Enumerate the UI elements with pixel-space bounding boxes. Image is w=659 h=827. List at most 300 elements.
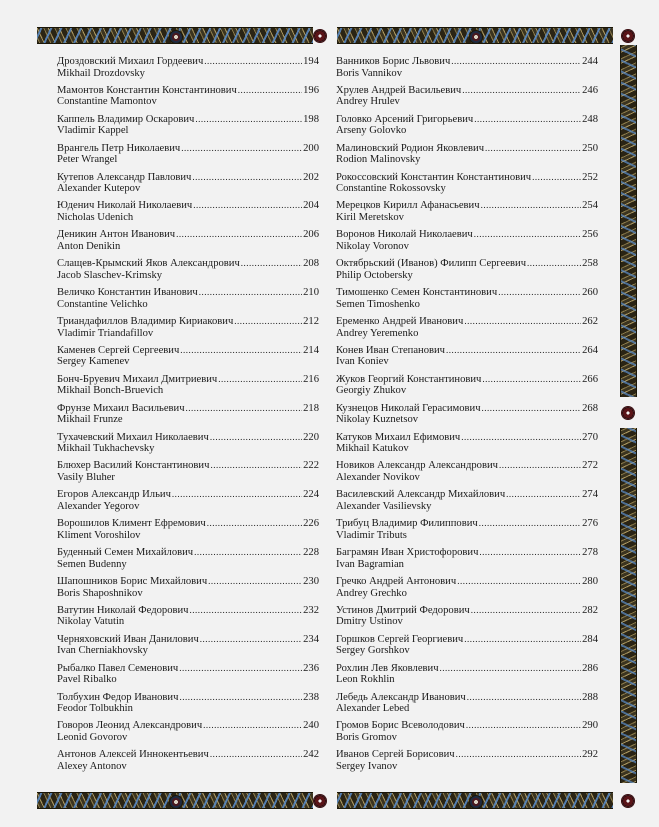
russian-name: Деникин Антон Иванович: [57, 229, 176, 241]
toc-entry[interactable]: [336, 489, 598, 518]
dot-leader: [451, 56, 581, 68]
toc-entry-russian-line: [336, 576, 598, 588]
toc-entry-russian-line: [336, 345, 598, 357]
page-number: 264: [582, 344, 598, 356]
dot-leader: [195, 114, 302, 126]
dot-leader: [446, 345, 581, 357]
toc-entry[interactable]: [57, 200, 319, 229]
page-number: 244: [582, 56, 598, 67]
russian-name: Рыбалко Павел Семенович: [57, 662, 179, 674]
toc-entry-russian-line: [57, 605, 319, 617]
toc-entry-russian-line: [336, 403, 598, 415]
toc-entry[interactable]: [57, 576, 319, 605]
page-number: 278: [582, 547, 598, 559]
dot-leader: [241, 258, 302, 270]
toc-entry-russian-line: [336, 316, 598, 328]
dot-leader: [238, 85, 302, 97]
toc-entry[interactable]: [336, 403, 598, 432]
toc-entry-russian-line: [57, 576, 319, 588]
english-name: Vladimir Triandafillov: [57, 327, 154, 339]
toc-entry-russian-line: [336, 720, 598, 732]
right-border-band-upper: [620, 45, 637, 397]
dot-leader: [498, 287, 581, 299]
dot-leader: [210, 432, 302, 444]
russian-name: Говоров Леонид Александрович: [57, 720, 203, 732]
toc-entry[interactable]: [336, 172, 598, 201]
dot-leader: [499, 460, 581, 472]
russian-name: Хрулев Андрей Васильевич: [336, 84, 462, 96]
dot-leader: [193, 200, 302, 212]
russian-name: Антонов Алексей Иннокентьевич: [57, 749, 209, 761]
english-name: Nicholas Udenich: [57, 211, 134, 223]
page-number: 198: [303, 113, 319, 125]
medallion-icon: [169, 30, 183, 44]
russian-name: Блюхер Василий Константинович: [57, 460, 210, 472]
dot-leader: [190, 605, 303, 617]
russian-name: Врангель Петр Николаевич: [57, 142, 181, 154]
toc-entry-russian-line: [57, 287, 319, 299]
russian-name: Рохлин Лев Яковлевич: [336, 662, 439, 674]
toc-entry[interactable]: [57, 85, 319, 114]
toc-entry-russian-line: [57, 258, 319, 270]
english-name: Alexander Lebed: [336, 703, 410, 715]
page-number: 262: [582, 316, 598, 328]
dot-leader: [471, 605, 581, 617]
english-name: Andrey Hrulev: [336, 96, 400, 108]
page-number: 268: [582, 402, 598, 414]
english-name: Mikhail Drozdovsky: [57, 67, 145, 79]
toc-entry-russian-line: [57, 345, 319, 357]
toc-entry[interactable]: [57, 547, 319, 576]
english-name: Leonid Govorov: [57, 731, 128, 743]
toc-entry-russian-line: [57, 172, 319, 184]
page-number: 238: [303, 691, 319, 703]
page-number: 284: [582, 633, 598, 645]
toc-entry[interactable]: [336, 720, 598, 749]
bottom-border-band-left: [37, 792, 313, 809]
page-number: 220: [303, 431, 319, 443]
english-name: Kliment Voroshilov: [57, 529, 141, 541]
medallion-icon: [469, 795, 483, 809]
toc-entry[interactable]: [57, 403, 319, 432]
toc-entry-russian-line: [57, 663, 319, 675]
toc-entry-russian-line: [57, 114, 319, 126]
page-number: 250: [582, 142, 598, 154]
russian-name: Толбухин Федор Иванович: [57, 691, 179, 703]
dot-leader: [179, 692, 302, 704]
english-name: Sergey Kamenev: [57, 356, 130, 368]
rosette-icon: [622, 407, 634, 419]
russian-name: Катуков Михаил Ефимович: [336, 431, 461, 443]
toc-left-column: [57, 56, 319, 778]
english-name: Vladimir Tributs: [336, 529, 407, 541]
toc-entry[interactable]: [336, 316, 598, 345]
toc-entry-russian-line: [336, 489, 598, 501]
english-name: Boris Vannikov: [336, 67, 403, 79]
russian-name: Громов Борис Всеволодович: [336, 720, 465, 732]
english-name: Constantine Mamontov: [57, 96, 157, 108]
russian-name: Устинов Дмитрий Федорович: [336, 604, 470, 616]
dot-leader: [179, 663, 302, 675]
english-name: Ivan Koniev: [336, 356, 389, 368]
toc-entry-russian-line: [57, 85, 319, 97]
toc-entry-russian-line: [336, 258, 598, 270]
dot-leader: [456, 749, 582, 761]
toc-entry[interactable]: [57, 316, 319, 345]
rosette-icon: [622, 795, 634, 807]
toc-entry-russian-line: [57, 432, 319, 444]
toc-entry[interactable]: [336, 634, 598, 663]
dot-leader: [208, 576, 302, 588]
russian-name: Тухачевский Михаил Николаевич: [57, 431, 209, 443]
dot-leader: [466, 720, 581, 732]
english-name: Constantine Velichko: [57, 298, 148, 310]
toc-entry[interactable]: [336, 518, 598, 547]
dot-leader: [527, 258, 581, 270]
page-number: 272: [582, 460, 598, 472]
page-number: 228: [303, 547, 319, 559]
dot-leader: [479, 518, 581, 530]
english-name: Andrey Yeremenko: [336, 327, 419, 339]
toc-entry[interactable]: [336, 432, 598, 461]
russian-name: Горшков Сергей Георгиевич: [336, 633, 464, 645]
english-name: Philip Octobersky: [336, 269, 413, 281]
russian-name: Малиновский Родион Яковлевич: [336, 142, 485, 154]
page-number: 212: [303, 316, 319, 328]
rosette-icon: [314, 795, 326, 807]
page-number: 206: [303, 229, 319, 241]
russian-name: Василевский Александр Михайлович: [336, 489, 506, 501]
russian-name: Мамонтов Константин Константинович: [57, 84, 237, 96]
english-name: Vasily Bluher: [57, 471, 115, 483]
english-name: Pavel Ribalko: [57, 674, 117, 686]
toc-entry[interactable]: [57, 172, 319, 201]
russian-name: Жуков Георгий Константинович: [336, 373, 482, 385]
top-border-band-right: [337, 27, 613, 44]
page-number: 208: [303, 258, 319, 270]
toc-entry[interactable]: [336, 114, 598, 143]
dot-leader: [192, 172, 302, 184]
page-number: 252: [582, 171, 598, 183]
russian-name: Мерецков Кирилл Афанасьевич: [336, 200, 480, 212]
page-number: 254: [582, 200, 598, 212]
top-border-band-left: [37, 27, 313, 44]
russian-name: Бонч-Бруевич Михаил Дмитриевич: [57, 373, 218, 385]
english-name: Alexander Kutepov: [57, 183, 141, 195]
page-number: 266: [582, 373, 598, 385]
toc-entry[interactable]: [57, 258, 319, 287]
russian-name: Егоров Александр Ильич: [57, 489, 171, 501]
english-name: Alexander Yegorov: [57, 500, 140, 512]
toc-entry[interactable]: [57, 634, 319, 663]
toc-entry-russian-line: [336, 374, 598, 386]
dot-leader: [464, 316, 581, 328]
toc-entry-russian-line: [336, 460, 598, 472]
toc-entry[interactable]: [336, 576, 598, 605]
russian-name: Воронов Николай Николаевич: [336, 229, 473, 241]
russian-name: Каппель Владимир Оскарович: [57, 113, 195, 125]
toc-entry[interactable]: [57, 229, 319, 258]
toc-entry-russian-line: [336, 663, 598, 675]
toc-entry[interactable]: [336, 56, 598, 85]
english-name: Nikolay Kuznetsov: [336, 414, 419, 426]
russian-name: Рокоссовский Константин Константинович: [336, 171, 532, 183]
page-number: 232: [303, 604, 319, 616]
russian-name: Триандафиллов Владимир Кириакович: [57, 316, 234, 328]
dot-leader: [467, 692, 581, 704]
page-number: 276: [582, 518, 598, 530]
right-border-band-lower: [620, 428, 637, 783]
page-number: 216: [303, 373, 319, 385]
toc-entry[interactable]: [57, 518, 319, 547]
dot-leader: [181, 143, 302, 155]
page-number: 242: [303, 749, 319, 761]
toc-entry-russian-line: [57, 374, 319, 386]
russian-name: Кузнецов Николай Герасимович: [336, 402, 481, 414]
page-number: 218: [303, 402, 319, 414]
toc-entry[interactable]: [57, 114, 319, 143]
page-number: 248: [582, 113, 598, 125]
page-number: 234: [303, 633, 319, 645]
page-number: 204: [303, 200, 319, 212]
rosette-icon: [314, 30, 326, 42]
russian-name: Баграмян Иван Христофорович: [336, 547, 479, 559]
dot-leader: [482, 403, 582, 415]
english-name: Mikhail Katukov: [336, 443, 409, 455]
dot-leader: [204, 56, 302, 68]
page-number: 214: [303, 344, 319, 356]
toc-entry[interactable]: [336, 749, 598, 778]
english-name: Peter Wrangel: [57, 154, 118, 166]
russian-name: Ватутин Николай Федорович: [57, 604, 189, 616]
russian-name: Трибуц Владимир Филиппович: [336, 518, 478, 530]
page-number: 282: [582, 604, 598, 616]
toc-entry[interactable]: [57, 460, 319, 489]
english-name: Leon Rokhlin: [336, 674, 395, 686]
toc-entry[interactable]: [336, 692, 598, 721]
dot-leader: [218, 374, 302, 386]
toc-entry[interactable]: [57, 143, 319, 172]
toc-entry-russian-line: [57, 518, 319, 530]
english-name: Dmitry Ustinov: [336, 616, 403, 628]
dot-leader: [199, 287, 302, 299]
page-number: 246: [582, 84, 598, 96]
russian-name: Головко Арсений Григорьевич: [336, 113, 474, 125]
english-name: Boris Shaposhnikov: [57, 587, 143, 599]
toc-entry-russian-line: [336, 85, 598, 97]
toc-entry-russian-line: [57, 547, 319, 559]
toc-entry[interactable]: [336, 663, 598, 692]
toc-entry[interactable]: [336, 547, 598, 576]
page-number: 222: [303, 460, 319, 472]
toc-entry[interactable]: [336, 345, 598, 374]
russian-name: Слащев-Крымский Яков Александрович: [57, 258, 240, 270]
toc-entry[interactable]: [336, 605, 598, 634]
english-name: Mikhail Frunze: [57, 414, 123, 426]
toc-right-column: [336, 56, 598, 778]
toc-entry-russian-line: [336, 547, 598, 559]
dot-leader: [172, 489, 302, 501]
page-number: 274: [582, 489, 598, 501]
english-name: Vladimir Kappel: [57, 125, 129, 137]
toc-entry[interactable]: [57, 432, 319, 461]
rosette-icon: [622, 30, 634, 42]
dot-leader: [479, 547, 581, 559]
dot-leader: [194, 547, 302, 559]
toc-entry-russian-line: [336, 749, 598, 761]
dot-leader: [234, 316, 302, 328]
page-number: 236: [303, 662, 319, 674]
english-name: Semen Timoshenko: [336, 298, 420, 310]
toc-entry[interactable]: [57, 374, 319, 403]
dot-leader: [203, 720, 302, 732]
english-name: Ivan Bagramian: [336, 558, 404, 570]
russian-name: Каменев Сергей Сергеевич: [57, 344, 180, 356]
english-name: Rodion Malinovsky: [336, 154, 421, 166]
toc-entry[interactable]: [57, 720, 319, 749]
toc-entry[interactable]: [57, 56, 319, 85]
toc-entry[interactable]: [57, 749, 319, 778]
toc-entry-russian-line: [336, 114, 598, 126]
page-number: 290: [582, 720, 598, 732]
toc-entry-russian-line: [57, 634, 319, 646]
russian-name: Октябрьский (Иванов) Филипп Сергеевич: [336, 258, 527, 270]
toc-entry-russian-line: [57, 229, 319, 241]
russian-name: Шапошников Борис Михайлович: [57, 576, 208, 588]
toc-entry[interactable]: [336, 460, 598, 489]
page-number: 288: [582, 691, 598, 703]
toc-entry-russian-line: [336, 56, 598, 68]
dot-leader: [482, 374, 581, 386]
toc-entry[interactable]: [336, 287, 598, 316]
toc-entry[interactable]: [336, 258, 598, 287]
english-name: Kiril Meretskov: [336, 211, 404, 223]
toc-entry-russian-line: [336, 605, 598, 617]
page-number: 224: [303, 489, 319, 501]
english-name: Nikolay Vatutin: [57, 616, 125, 628]
toc-entry-russian-line: [57, 460, 319, 472]
dot-leader: [200, 634, 302, 646]
toc-entry-russian-line: [336, 287, 598, 299]
russian-name: Еременко Андрей Иванович: [336, 316, 464, 328]
toc-entry-russian-line: [57, 56, 319, 68]
english-name: Sergey Gorshkov: [336, 645, 410, 657]
dot-leader: [440, 663, 582, 675]
english-name: Alexander Novikov: [336, 471, 420, 483]
toc-entry-russian-line: [336, 518, 598, 530]
dot-leader: [532, 172, 581, 184]
english-name: Andrey Grechko: [336, 587, 407, 599]
english-name: Mikhail Tukhachevsky: [57, 443, 155, 455]
english-name: Anton Denikin: [57, 240, 121, 252]
dot-leader: [176, 229, 302, 241]
english-name: Boris Gromov: [336, 731, 397, 743]
toc-entry[interactable]: [336, 374, 598, 403]
english-name: Alexey Antonov: [57, 760, 127, 772]
page-number: 200: [303, 142, 319, 154]
russian-name: Фрунзе Михаил Васильевич: [57, 402, 185, 414]
toc-entry[interactable]: [57, 345, 319, 374]
toc-entry-russian-line: [57, 489, 319, 501]
toc-entry[interactable]: [336, 229, 598, 258]
english-name: Feodor Tolbukhin: [57, 703, 133, 715]
russian-name: Конев Иван Степанович: [336, 344, 445, 356]
toc-entry-russian-line: [336, 200, 598, 212]
russian-name: Буденный Семен Михайлович: [57, 547, 194, 559]
dot-leader: [180, 345, 302, 357]
page-number: 258: [582, 258, 598, 270]
russian-name: Тимошенко Семен Константинович: [336, 287, 498, 299]
toc-entry-russian-line: [57, 143, 319, 155]
page-number: 240: [303, 720, 319, 732]
dot-leader: [457, 576, 581, 588]
toc-entry[interactable]: [336, 143, 598, 172]
toc-entry[interactable]: [57, 489, 319, 518]
english-name: Georgiy Zhukov: [336, 385, 407, 397]
dot-leader: [210, 749, 302, 761]
english-name: Alexander Vasilievsky: [336, 500, 432, 512]
page-number: 292: [582, 749, 598, 761]
page-number: 280: [582, 576, 598, 588]
english-name: Sergey Ivanov: [336, 760, 398, 772]
toc-entry-russian-line: [336, 692, 598, 704]
russian-name: Юденич Николай Николаевич: [57, 200, 193, 212]
toc-entry-russian-line: [57, 692, 319, 704]
page-number: 196: [303, 84, 319, 96]
english-name: Semen Budenny: [57, 558, 127, 570]
russian-name: Ванников Борис Львович: [336, 56, 451, 67]
toc-entry-russian-line: [57, 720, 319, 732]
english-name: Nikolay Voronov: [336, 240, 409, 252]
russian-name: Иванов Сергей Борисович: [336, 749, 455, 761]
russian-name: Ворошилов Климент Ефремович: [57, 518, 206, 530]
dot-leader: [485, 143, 581, 155]
dot-leader: [186, 403, 303, 415]
bottom-border-band-right: [337, 792, 613, 809]
page-number: 260: [582, 287, 598, 299]
toc-entry[interactable]: [336, 200, 598, 229]
russian-name: Новиков Александр Александрович: [336, 460, 498, 472]
toc-entry[interactable]: [57, 287, 319, 316]
toc-entry[interactable]: [57, 692, 319, 721]
russian-name: Гречко Андрей Антонович: [336, 576, 457, 588]
russian-name: Кутепов Александр Павлович: [57, 171, 192, 183]
english-name: Ivan Cherniakhovsky: [57, 645, 148, 657]
dot-leader: [506, 489, 581, 501]
medallion-icon: [169, 795, 183, 809]
russian-name: Лебедь Александр Иванович: [336, 691, 466, 703]
toc-entry-russian-line: [57, 316, 319, 328]
toc-entry[interactable]: [57, 605, 319, 634]
toc-entry[interactable]: [336, 85, 598, 114]
toc-entry[interactable]: [57, 663, 319, 692]
page-number: 286: [582, 662, 598, 674]
toc-entry-russian-line: [57, 749, 319, 761]
russian-name: Величко Константин Иванович: [57, 287, 198, 299]
dot-leader: [474, 114, 581, 126]
page-number: 226: [303, 518, 319, 530]
toc-entry-russian-line: [336, 229, 598, 241]
english-name: Mikhail Bonch-Bruevich: [57, 385, 164, 397]
dot-leader: [481, 200, 582, 212]
page-number: 210: [303, 287, 319, 299]
dot-leader: [462, 85, 581, 97]
medallion-icon: [469, 30, 483, 44]
page-number: 256: [582, 229, 598, 241]
english-name: Constantine Rokossovsky: [336, 183, 446, 195]
page-number: 194: [303, 56, 319, 67]
dot-leader: [474, 229, 581, 241]
